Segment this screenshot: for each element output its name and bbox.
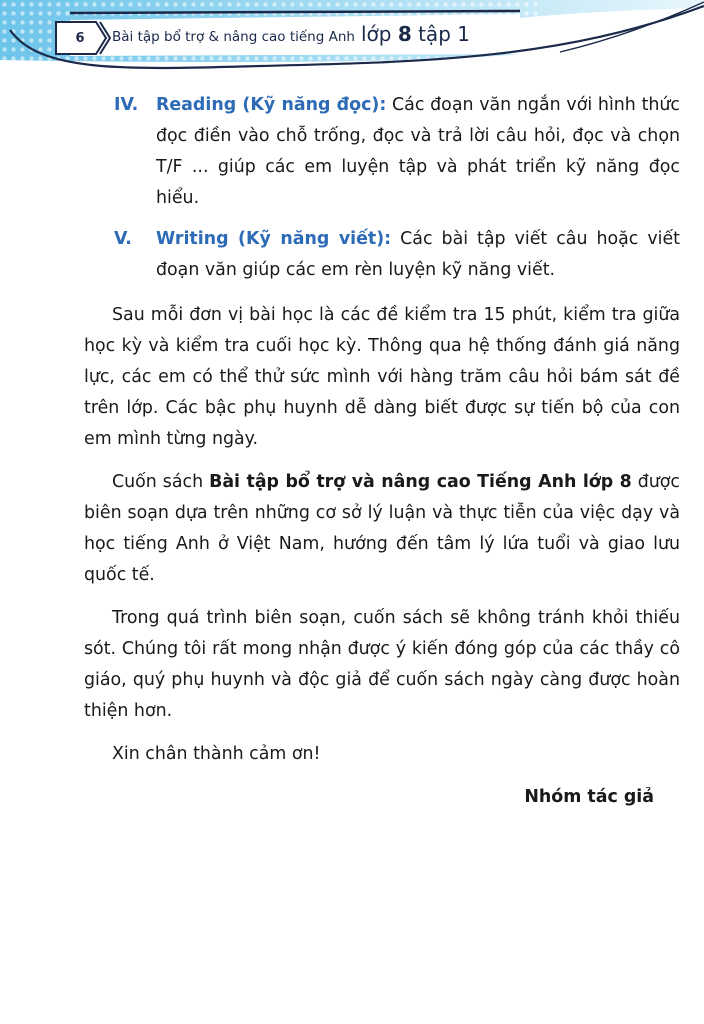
section-text: Các đoạn văn ngắn với hình thức đọc điền vào chỗ trống, đọc và trả lời câu hỏi, đọc và chọn T/F ... giúp các em luyện tập và phát triển kỹ năng đọc hiểu. <box>156 95 680 208</box>
page-header <box>0 0 704 80</box>
section-writing <box>84 224 680 286</box>
paragraph-text: Cuốn sách <box>112 472 204 492</box>
section-heading: Reading (Kỹ năng đọc): <box>156 95 387 115</box>
book-title <box>112 22 470 52</box>
section-heading: Writing (Kỹ năng viết): <box>156 229 392 249</box>
volume-label: tập 1 <box>418 22 470 46</box>
paragraph-text: được biên soạn dựa trên những cơ sở lý luận và thực tiễn của việc dạy và học tiếng Anh ở Việt Nam, hướng đến tâm lý lứa tuổi và giao lưu quốc tế. <box>84 472 680 585</box>
section-text: Các bài tập viết câu hoặc viết đoạn văn giúp các em rèn luyện kỹ năng viết. <box>156 229 680 280</box>
book-title-prefix: Bài tập bổ trợ & nâng cao tiếng Anh <box>112 29 355 45</box>
paragraph-feedback: Trong quá trình biên soạn, cuốn sách sẽ không tránh khỏi thiếu sót. Chúng tôi rất mong nhận được ý kiến đóng góp của các thầy cô giáo, quý phụ huynh và độc giả để cuốn sách ngày càng được hoàn thiện hơn. <box>84 608 680 721</box>
section-number: IV. <box>114 95 139 115</box>
page-content <box>84 90 680 813</box>
section-reading <box>84 90 680 214</box>
grade-number: 8 <box>397 22 412 46</box>
grade-word: lớp <box>360 22 392 46</box>
paragraph-book-intro <box>84 467 680 591</box>
book-name-bold: Bài tập bổ trợ và nâng cao Tiếng Anh lớp 8 <box>209 472 632 492</box>
section-number: V. <box>114 229 132 249</box>
page-number: 6 <box>75 30 85 46</box>
paragraph-assessment: Sau mỗi đơn vị bài học là các đề kiểm tra 15 phút, kiểm tra giữa học kỳ và kiểm tra cuối học kỳ. Thông qua hệ thống đánh giá năng lực, các em có thể thử sức mình với hàng trăm câu hỏi bám sát đề trên lớp. Các bậc phụ huynh dễ dàng biết được sự tiến bộ của con em mình từng ngày. <box>84 305 680 449</box>
closing-thanks: Xin chân thành cảm ơn! <box>112 744 321 764</box>
book-title-grade <box>361 22 470 46</box>
author-signature: Nhóm tác giả <box>524 787 654 807</box>
